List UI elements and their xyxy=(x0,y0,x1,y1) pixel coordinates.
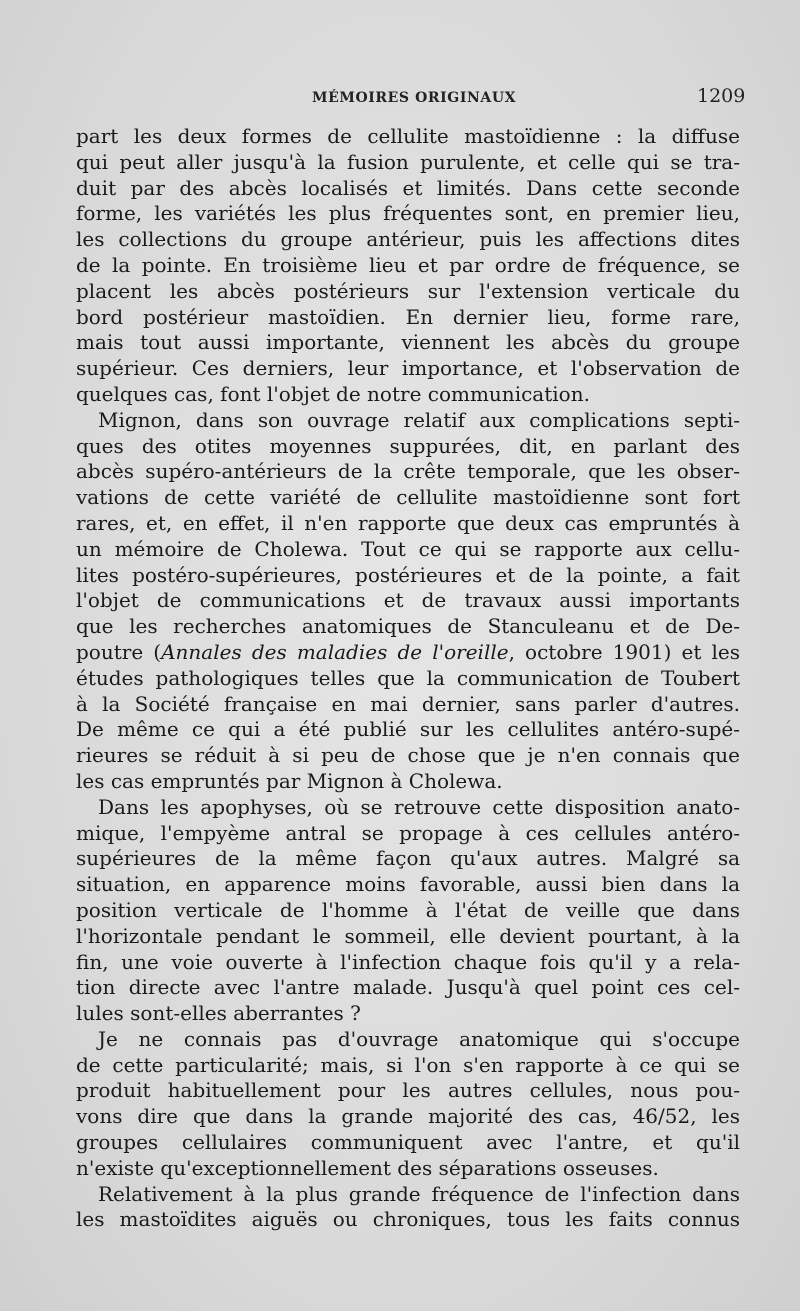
text-line: à la Société française en mai dernier, sans parler d'autres. xyxy=(76,691,740,716)
text-line: ques des otites moyennes suppurées, dit, en parlant des xyxy=(76,433,740,458)
text-line: bord postérieur mastoïdien. En dernier lieu, forme rare, xyxy=(76,304,740,329)
text-line: mique, l'empyème antral se propage à ces cellules antéro- xyxy=(76,820,740,845)
text-line: que les recherches anatomiques de Stanculeanu et de De- xyxy=(76,614,740,639)
text-line: rieures se réduit à si peu de chose que je n'en connais que xyxy=(76,743,740,768)
text-line: supérieur. Ces derniers, leur importance, et l'observation de xyxy=(76,356,740,381)
text-line: vons dire que dans la grande majorité des cas, 46/52, les xyxy=(76,1104,740,1129)
text-line: situation, en apparence moins favorable, aussi bien dans la xyxy=(76,872,740,897)
text-line: les collections du groupe antérieur, puis les affections dites xyxy=(76,227,740,252)
text-line: lites postéro-supérieures, postérieures et de la pointe, a fait xyxy=(76,562,740,587)
text-line: l'objet de communications et de travaux aussi importants xyxy=(76,588,740,613)
paragraph-end-line: les cas empruntés par Mignon à Cholewa. xyxy=(76,768,503,793)
text-line: l'horizontale pendant le sommeil, elle devient pourtant, à la xyxy=(76,923,740,948)
text-line: De même ce qui a été publié sur les cellulites antéro-supé- xyxy=(76,717,740,742)
text-line: fin, une voie ouverte à l'infection chaque fois qu'il y a rela- xyxy=(76,949,740,974)
text-line: études pathologiques telles que la communication de Toubert xyxy=(76,665,740,690)
citation-suffix: , octobre 1901) et les xyxy=(508,639,740,664)
paragraph-start-line: Relativement à la plus grande fréquence de l'infection dans xyxy=(98,1181,740,1206)
text-line: rares, et, en effet, il n'en rapporte que deux cas empruntés à xyxy=(76,510,740,535)
paragraph-start-line: Mignon, dans son ouvrage relatif aux complications septi- xyxy=(98,407,740,432)
text-line: supérieures de la même façon qu'aux autres. Malgré sa xyxy=(76,846,740,871)
paragraph-end-line: n'existe qu'exceptionnellement des séparations osseuses. xyxy=(76,1155,659,1180)
running-title: MÉMOIRES ORIGINAUX xyxy=(312,90,517,106)
running-header xyxy=(0,80,800,110)
text-line: un mémoire de Cholewa. Tout ce qui se rapporte aux cellu- xyxy=(76,536,740,561)
text-line-with-citation xyxy=(76,640,740,666)
text-line: part les deux formes de cellulite mastoïdienne : la diffuse xyxy=(76,124,740,148)
text-line: duit par des abcès localisés et limités. Dans cette seconde xyxy=(76,175,740,200)
text-line: vations de cette variété de cellulite mastoïdienne sont fort xyxy=(76,485,740,510)
text-line: abcès supéro-antérieurs de la crête temporale, que les obser- xyxy=(76,459,740,484)
text-line: produit habituellement pour les autres cellules, nous pou- xyxy=(76,1078,740,1103)
citation-prefix: poutre ( xyxy=(76,639,162,664)
text-line: placent les abcès postérieurs sur l'extension verticale du xyxy=(76,278,740,303)
paragraph-start-line: Je ne connais pas d'ouvrage anatomique qui s'occupe xyxy=(98,1026,740,1051)
text-line: de cette particularité; mais, si l'on s'en rapporte à ce qui se xyxy=(76,1052,740,1077)
body-text xyxy=(76,124,740,1233)
text-line: forme, les variétés les plus fréquentes sont, en premier lieu, xyxy=(76,201,740,226)
text-line: mais tout aussi importante, viennent les abcès du groupe xyxy=(76,330,740,355)
page-number: 1209 xyxy=(697,85,746,107)
text-line: tion directe avec l'antre malade. Jusqu'à quel point ces cel- xyxy=(76,975,740,1000)
text-line: qui peut aller jusqu'à la fusion purulente, et celle qui se tra- xyxy=(76,149,740,174)
text-line: les mastoïdites aiguës ou chroniques, tous les faits connus xyxy=(76,1207,740,1232)
paragraph-end-line: lules sont-elles aberrantes ? xyxy=(76,1001,361,1026)
paragraph-start-line: Dans les apophyses, où se retrouve cette disposition anato- xyxy=(98,794,740,819)
journal-title: Annales des maladies de l'oreille xyxy=(161,639,509,664)
paragraph-end-line: quelques cas, font l'objet de notre communication. xyxy=(76,381,590,406)
text-line: groupes cellulaires communiquent avec l'antre, et qu'il xyxy=(76,1130,740,1155)
text-line: position verticale de l'homme à l'état de veille que dans xyxy=(76,897,740,922)
text-line: de la pointe. En troisième lieu et par ordre de fréquence, se xyxy=(76,252,740,277)
